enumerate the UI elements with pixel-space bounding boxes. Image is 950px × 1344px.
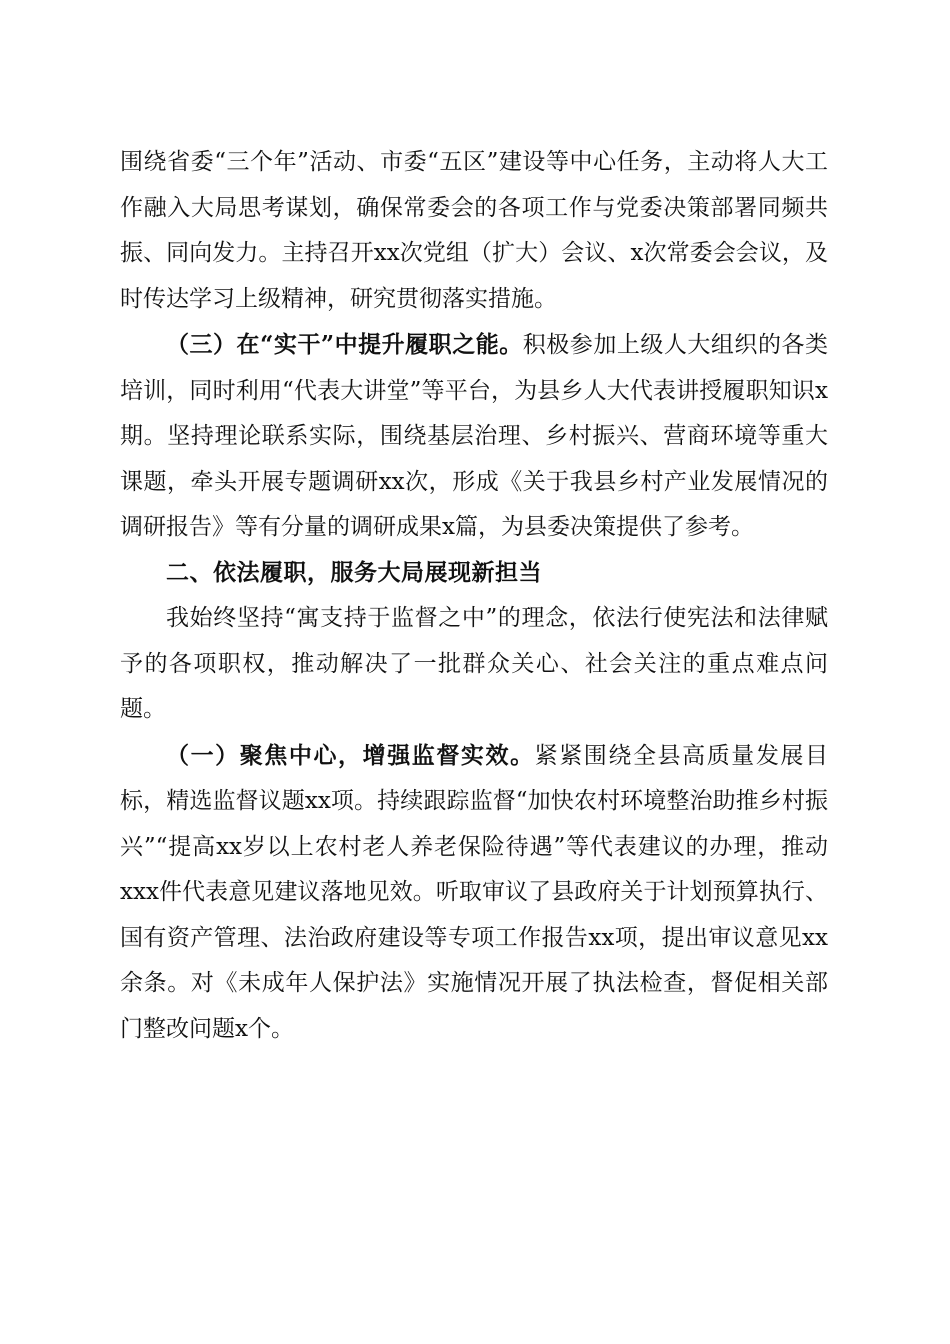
document-body <box>120 140 828 1052</box>
paragraph-section-three <box>120 322 828 551</box>
paragraph-text: 积极参加上级人大组织的各类培训，同时利用“代表大讲堂”等平台，为县乡人大代表讲授履职知识x期。坚持理论联系实际，围绕基层治理、乡村振兴、营商环境等重大课题，牵头开展专题调研xx次，形成《关于我县乡村产业发展情况的调研报告》等有分量的调研成果x篇，为县委决策提供了参考。 <box>120 332 828 540</box>
paragraph-text: 紧紧围绕全县高质量发展目标，精选监督议题xx项。持续跟踪监督“加快农村环境整治助推乡村振兴”“提高xx岁以上农村老人养老保险待遇”等代表建议的办理，推动xxx件代表意见建议落地见效。听取审议了县政府关于计划预算执行、国有资产管理、法治政府建设等专项工作报告xx项，提出审议意见xx余条。对《未成年人保护法》实施情况开展了执法检查，督促相关部门整改问题x个。 <box>120 742 829 1042</box>
sub-heading-one: （一）聚焦中心，增强监督实效。 <box>166 741 535 769</box>
paragraph-continuation <box>120 140 828 322</box>
paragraph-text: 我始终坚持“寓支持于监督之中”的理念，依法行使宪法和法律赋予的各项职权，推动解决了一批群众关心、社会关注的重点难点问题。 <box>120 605 828 722</box>
paragraph-intro <box>120 596 828 733</box>
paragraph-section-one <box>120 733 828 1053</box>
paragraph-text: 围绕省委“三个年”活动、市委“五区”建设等中心任务，主动将人大工作融入大局思考谋划，确保常委会的各项工作与党委决策部署同频共振、同向发力。主持召开xx次党组（扩大）会议、x次常委会会议，及时传达学习上级精神，研究贯彻落实措施。 <box>120 149 828 312</box>
sub-heading-three: （三）在“实干”中提升履职之能。 <box>166 331 523 358</box>
section-heading-two: 二、依法履职，服务大局展现新担当 <box>166 559 542 586</box>
